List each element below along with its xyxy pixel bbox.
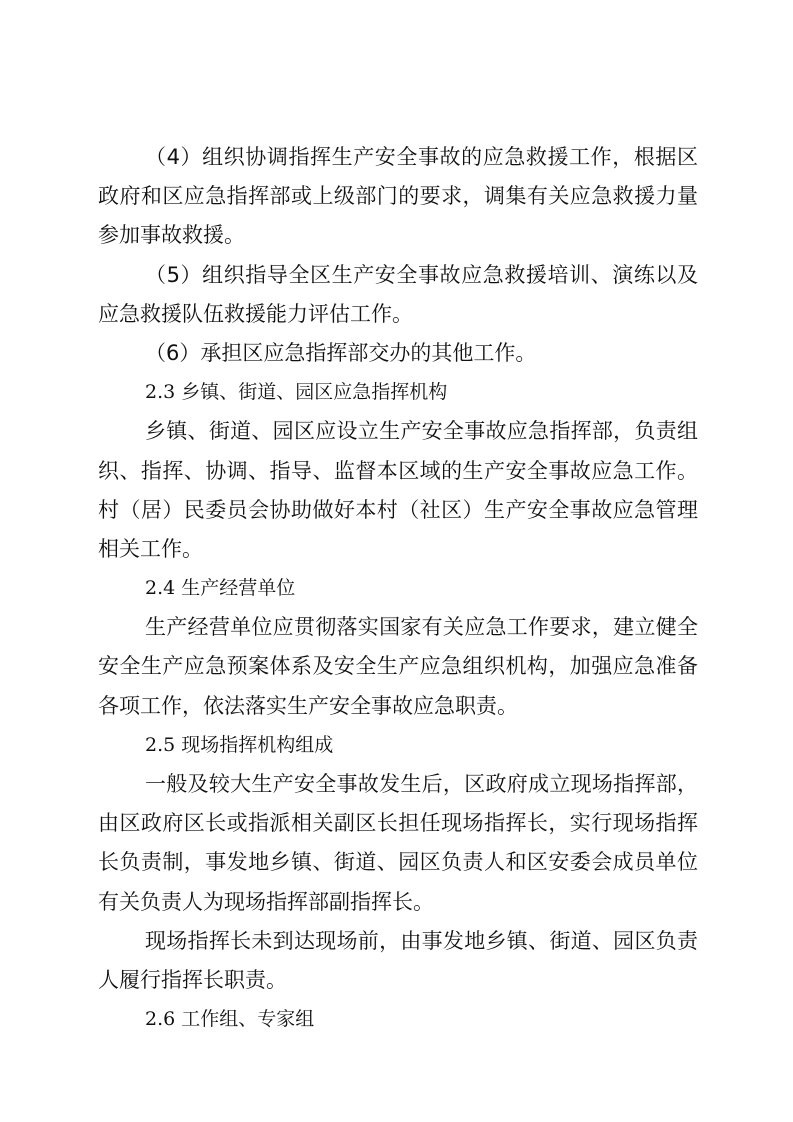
paragraph-line: 相关工作。 (98, 536, 203, 561)
paragraph-line: 长负责制，事发地乡镇、街道、园区负责人和区安委会成员单位 (98, 850, 698, 875)
paragraph-line: 安全生产应急预案体系及安全生产应急组织机构，加强应急准备 (98, 654, 698, 679)
paragraph-line: （6）承担区应急指挥部交办的其他工作。 (145, 340, 537, 365)
paragraph-line: 人履行指挥长职责。 (98, 967, 287, 992)
paragraph-line: 乡镇、街道、园区应设立生产安全事故应急指挥部，负责组 (145, 419, 698, 444)
section-heading: 2.5 现场指挥机构组成 (145, 733, 334, 756)
section-heading: 2.6 工作组、专家组 (145, 1008, 315, 1031)
paragraph-line: 政府和区应急指挥部或上级部门的要求，调集有关应急救援力量 (98, 184, 698, 209)
paragraph-line: 一般及较大生产安全事故发生后，区政府成立现场指挥部， (145, 772, 698, 796)
paragraph-line: 各项工作，依法落实生产安全事故应急职责。 (98, 693, 518, 718)
paragraph-line: （4）组织协调指挥生产安全事故的应急救援工作，根据区 (145, 145, 698, 169)
paragraph-line: （5）组织指导全区生产安全事故应急救援培训、演练以及 (145, 262, 698, 287)
paragraph-line: 参加事故救援。 (98, 223, 245, 248)
paragraph-line: 有关负责人为现场指挥部副指挥长。 (98, 889, 434, 914)
paragraph-line: 由区政府区长或指派相关副区长担任现场指挥长，实行现场指挥 (98, 811, 698, 836)
section-heading: 2.3 乡镇、街道、园区应急指挥机构 (145, 381, 448, 404)
paragraph-line: 现场指挥长未到达现场前，由事发地乡镇、街道、园区负责 (145, 928, 698, 953)
paragraph-line: 村（居）民委员会协助做好本村（社区）生产安全事故应急管理 (98, 497, 698, 522)
paragraph-line: 生产经营单位应贯彻落实国家有关应急工作要求，建立健全 (145, 615, 698, 640)
paragraph-line: 织、指挥、协调、指导、监督本区域的生产安全事故应急工作。 (98, 458, 698, 483)
document-page (98, 138, 698, 1039)
section-heading: 2.4 生产经营单位 (145, 577, 296, 600)
paragraph-line: 应急救援队伍救援能力评估工作。 (98, 301, 413, 326)
